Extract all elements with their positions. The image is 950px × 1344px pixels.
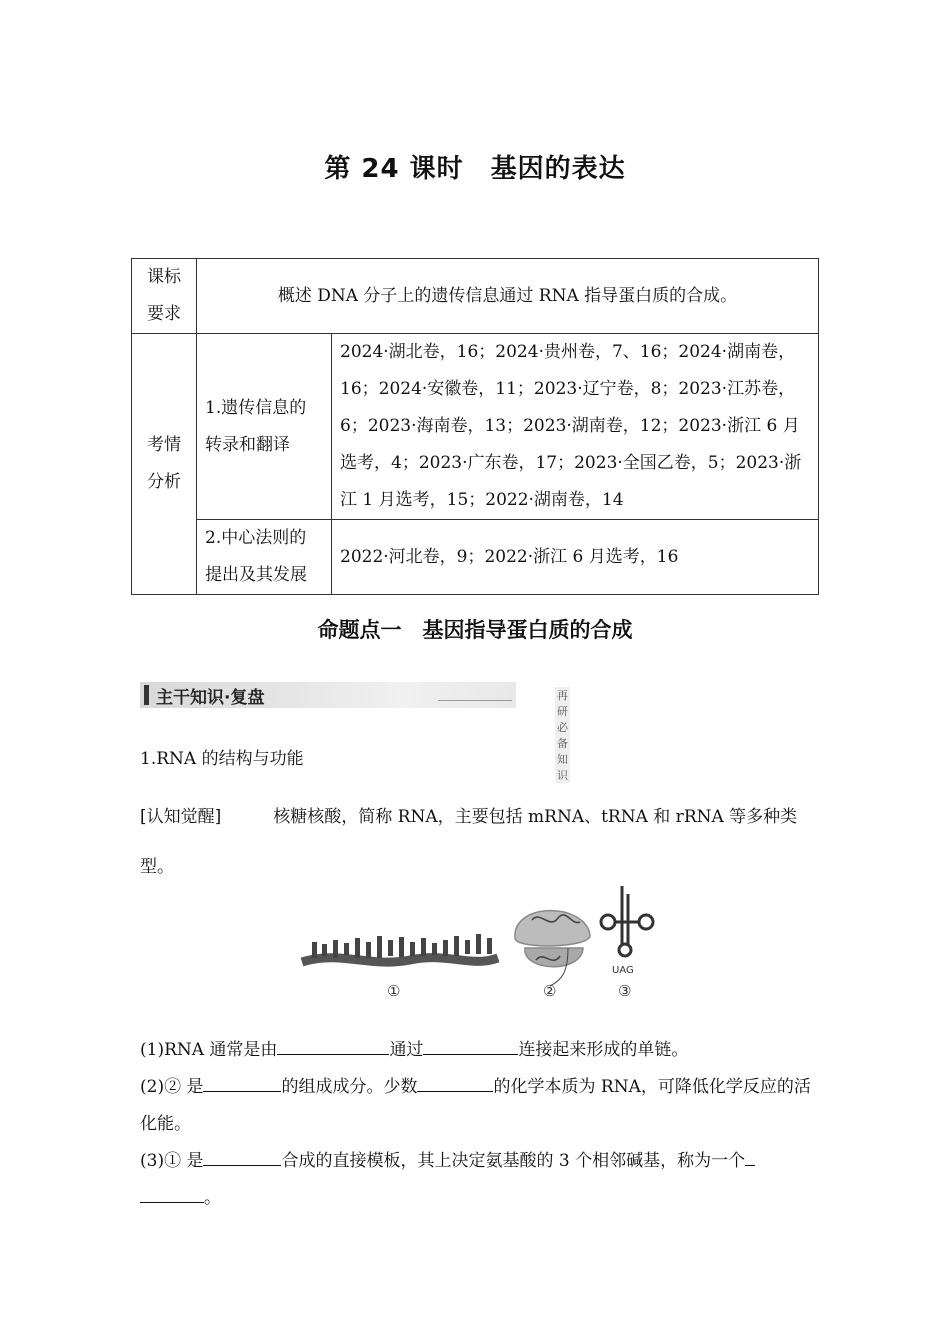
trna-illustration (601, 886, 653, 956)
table-row (132, 259, 819, 334)
standard-header: 课标 要求 (132, 259, 197, 334)
topic-cell: 2.中心法则的提出及其发展 (197, 520, 332, 595)
question-text: 通过 (389, 1040, 424, 1060)
cognition-paragraph (140, 792, 810, 892)
question-text: 的组成成分。少数 (281, 1077, 418, 1097)
trna-codon-label: UAG (612, 965, 634, 976)
cognition-tag: [认知觉醒] (140, 807, 222, 827)
question-3 (140, 1143, 812, 1217)
mrna-illustration (302, 934, 498, 962)
figure-label-1: ① (387, 982, 401, 1000)
banner-label: 主干知识·复盘 (156, 688, 265, 708)
question-text: (1)RNA 通常是由 (140, 1040, 278, 1060)
standard-content: 概述 DNA 分子上的遗传信息通过 RNA 指导蛋白质的合成。 (197, 259, 819, 334)
question-text: 连接起来形成的单链。 (518, 1040, 689, 1060)
question-text: 。 (204, 1188, 221, 1208)
heading-rna-structure: 1.RNA 的结构与功能 (140, 749, 304, 769)
sources-cell: 2022·河北卷，9；2022·浙江 6 月选考，16 (332, 520, 819, 595)
sources-cell: 2024·湖北卷，16；2024·贵州卷，7、16；2024·湖南卷，16；2024·安徽卷，11；2023·辽宁卷，8；2023·江苏卷，6；2023·海南卷，13；2023·湖南卷，12；2023·浙江 6 月选考，4；2023·广东卷，17；2023·全国乙卷，5；2023·浙江 1 月选考，15；2022·湖南卷，14 (332, 334, 819, 520)
rna-types-figure (300, 880, 660, 1005)
figure-label-3: ③ (618, 982, 632, 1000)
curriculum-table (131, 258, 819, 595)
section-title: 命题点一 基因指导蛋白质的合成 (317, 618, 633, 642)
question-text: 合成的直接模板，其上决定氨基酸的 3 个相邻碱基，称为一个 (281, 1151, 746, 1171)
figure-label-2: ② (543, 982, 557, 1000)
banner-bar (144, 685, 149, 705)
table-row (132, 520, 819, 595)
question-text: (2)② 是 (140, 1077, 204, 1097)
ribosome-illustration (515, 911, 590, 986)
cognition-text: 核糖核酸，简称 RNA，主要包括 mRNA、tRNA 和 rRNA 等多种类型。 (140, 807, 798, 877)
table-row (132, 334, 819, 520)
banner-line (438, 700, 512, 701)
topic-cell: 1.遗传信息的转录和翻译 (197, 334, 332, 520)
answer-blank[interactable] (417, 1074, 493, 1092)
answer-blank[interactable] (203, 1148, 281, 1166)
answer-blank[interactable] (277, 1037, 389, 1055)
question-1 (140, 1032, 812, 1069)
question-2 (140, 1069, 812, 1143)
page-title: 第 24 课时 基因的表达 (324, 154, 626, 184)
answer-blank[interactable] (423, 1037, 518, 1055)
question-text: (3)① 是 (140, 1151, 204, 1171)
answer-blank[interactable] (745, 1148, 755, 1166)
analysis-header: 考情 分析 (132, 334, 197, 595)
answer-blank[interactable] (203, 1074, 281, 1092)
question-text: 的化学本质为 RNA，可降低化学反应的活化能。 (140, 1077, 811, 1134)
answer-blank[interactable] (140, 1185, 204, 1203)
banner-sub: 再研必备知识 (557, 689, 568, 782)
